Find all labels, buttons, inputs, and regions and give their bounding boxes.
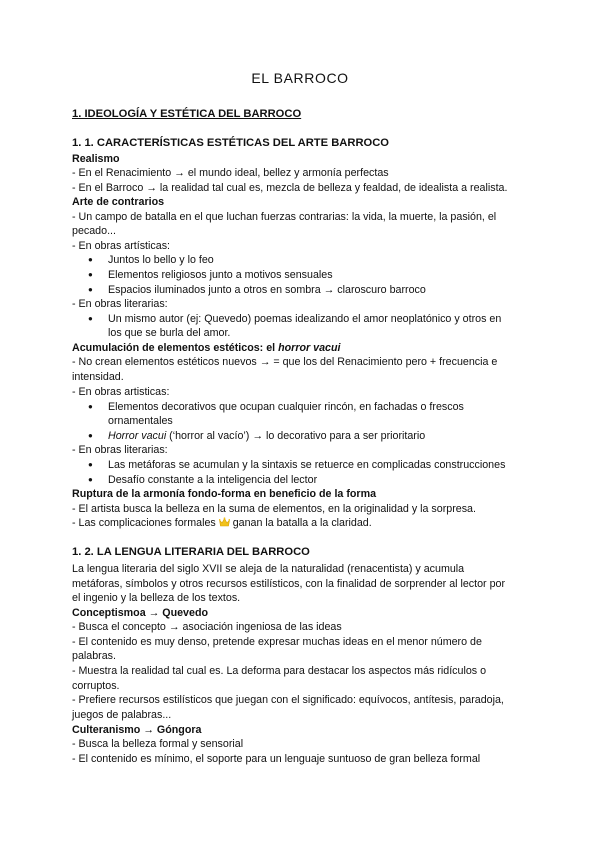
bullet-emphasis: Horror vacui <box>108 430 167 442</box>
heading-conceptismo: Conceptismoa → Quevedo <box>72 607 208 619</box>
bullet-item: ● Desafío constante a la inteligencia del lector <box>108 473 317 487</box>
text-line: - En obras artísticas: <box>72 240 171 252</box>
text-segment: - Las complicaciones formales <box>72 517 219 529</box>
heading-culteranismo: Culteranismo → Góngora <box>72 724 202 736</box>
text-line: el ingenio y la belleza de los textos. <box>72 592 241 604</box>
text-line: La lengua literaria del siglo XVII se aleja de la naturalidad (renacentista) y acumula <box>72 563 465 575</box>
text-line: intensidad. <box>72 371 124 383</box>
bullet-continuation: ornamentales <box>108 415 173 427</box>
text-line: - El contenido es muy denso, pretende expresar muchas ideas en el menor número de <box>72 636 482 648</box>
text-line: - No crean elementos estéticos nuevos → = que los del Renacimiento pero + frecuencia e <box>72 356 498 368</box>
text-line: pecado... <box>72 225 116 237</box>
heading-acumulacion <box>72 341 340 355</box>
text-line: - El artista busca la belleza en la suma de elementos, en la originalidad y la sorpresa. <box>72 503 476 515</box>
heading-acumulacion-text: Acumulación de elementos estéticos: el <box>72 342 279 354</box>
bullet-item: ● Espacios iluminados junto a otros en sombra → claroscuro barroco <box>108 283 426 297</box>
heading-realismo: Realismo <box>72 153 120 165</box>
bullet-continuation: los que se burla del amor. <box>108 327 231 339</box>
bullet-text: (‘horror al vacío’) → lo decorativo para a ser prioritario <box>166 430 426 442</box>
text-line: juegos de palabras... <box>72 709 172 721</box>
bullet-item: ● Elementos decorativos que ocupan cualquier rincón, en fachadas o frescos <box>108 400 464 414</box>
bullet-item: ● Juntos lo bello y lo feo <box>108 253 214 267</box>
bullet-item: ● Un mismo autor (ej: Quevedo) poemas idealizando el amor neoplatónico y otros en <box>108 312 501 326</box>
text-line: - En obras literarias: <box>72 444 168 456</box>
text-segment: ganan la batalla a la claridad. <box>229 517 372 529</box>
text-line: - Un campo de batalla en el que luchan fuerzas contrarias: la vida, la muerte, la pasión, el <box>72 211 497 223</box>
heading-acumulacion-emphasis: horror vacui <box>278 342 341 354</box>
text-line: - Prefiere recursos estilísticos que juegan con el significado: equívocos, antítesis, paradoja, <box>72 694 504 706</box>
text-line: - En el Renacimiento → el mundo ideal, bellez y armonía perfectas <box>72 167 389 179</box>
text-line: - En el Barroco → la realidad tal cual es, mezcla de belleza y fealdad, de idealista a realista. <box>72 182 508 194</box>
heading-ruptura: Ruptura de la armonía fondo-forma en beneficio de la forma <box>72 488 377 500</box>
section-heading-ideologia: 1. IDEOLOGÍA Y ESTÉTICA DEL BARROCO <box>72 108 302 120</box>
heading-arte-contrarios: Arte de contrarios <box>72 196 165 208</box>
crown-icon <box>219 517 230 527</box>
bullet-item: ● Las metáforas se acumulan y la sintaxis se retuerce en complicadas construcciones <box>108 458 505 472</box>
text-line: - Busca la belleza formal y sensorial <box>72 738 244 750</box>
text-line: palabras. <box>72 650 116 662</box>
subsection-heading-lengua: 1. 2. LA LENGUA LITERARIA DEL BARROCO <box>72 546 310 558</box>
text-line: metáforas, símbolos y otros recursos estilísticos, con la finalidad de sorprender al lector por <box>72 578 506 590</box>
text-line <box>72 516 372 530</box>
text-line: - Muestra la realidad tal cual es. La deforma para destacar los aspectos más ridículos o <box>72 665 487 677</box>
text-line: - El contenido es mínimo, el soporte para un lenguaje suntuoso de gran belleza formal <box>72 753 481 765</box>
bullet-item: ● Elementos religiosos junto a motivos sensuales <box>108 268 333 282</box>
document-title: EL BARROCO <box>251 70 349 86</box>
text-line: - Busca el concepto → asociación ingeniosa de las ideas <box>72 621 342 633</box>
text-line: - En obras artisticas: <box>72 386 170 398</box>
bullet-item <box>108 429 425 443</box>
text-line: - En obras literarias: <box>72 298 168 310</box>
text-line: corruptos. <box>72 680 120 692</box>
subsection-heading-caracteristicas: 1. 1. CARACTERÍSTICAS ESTÉTICAS DEL ARTE BARROCO <box>72 137 390 149</box>
